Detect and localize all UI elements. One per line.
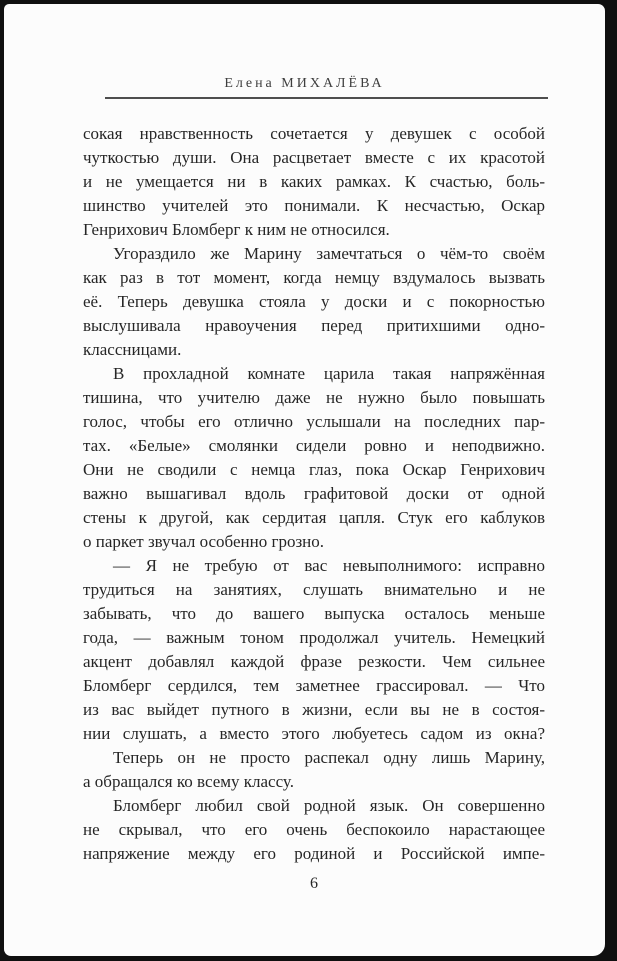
paragraph [83,242,545,362]
text-line: Бломберг сердился, тем заметнее грассировал. — Что [83,676,545,695]
text-line: её. Теперь девушка стояла у доски и с покорностью [83,292,545,311]
header-rule [105,97,548,99]
text-line: забывать, что до вашего выпуска осталось меньше [83,604,545,623]
text-line: Угораздило же Марину замечтаться о чём-то своём [113,244,545,263]
text-line: о паркет звучал особенно грозно. [83,532,325,551]
text-line: важно вышагивал вдоль графитовой доски от одной [83,484,545,503]
text-line: не скрывал, что его очень беспокоило нарастающее [83,820,545,839]
text-line: как раз в тот момент, когда немцу вздумалось вызвать [83,268,545,287]
text-line: В прохладной комнате царила такая напряжённая [113,364,545,383]
book-page [4,4,605,956]
text-line: из вас выйдет путного в жизни, если вы не в состоя- [83,700,545,719]
text-line: нии слушать, а вместо этого любуетесь садом из окна? [83,724,545,743]
text-line: тишина, что учителю даже не нужно было повышать [83,388,545,407]
text-line: шинство учителей это понимали. К несчастью, Оскар [83,196,545,215]
text-line: чуткостью души. Она расцветает вместе с их красотой [83,148,545,167]
text-line: акцент добавлял каждой фразе резкости. Чем сильнее [83,652,545,671]
body-text [83,122,545,866]
text-line: Теперь он не просто распекал одну лишь Марину, [113,748,545,767]
text-line: напряжение между его родиной и Российской импе- [83,844,545,863]
paragraph [83,122,545,242]
text-line: и не умещается ни в каких рамках. К счастью, боль- [83,172,545,191]
text-line: голос, чтобы его отлично услышали на последних пар- [83,412,545,431]
text-line: Генрихович Бломберг к ним не относился. [83,220,390,239]
text-line: сокая нравственность сочетается у девушек с особой [83,124,545,143]
text-line: тах. «Белые» смолянки сидели ровно и неподвижно. [83,436,545,455]
text-line: — Я не требую от вас невыполнимого: исправно [113,556,545,575]
running-header-author: Елена МИХАЛЁВА [224,76,385,91]
text-line: года, — важным тоном продолжал учитель. Немецкий [83,628,545,647]
text-line: а обращался ко всему классу. [83,772,294,791]
text-line: Бломберг любил свой родной язык. Он совершенно [113,796,545,815]
text-line: Они не сводили с немца глаз, пока Оскар Генрихович [83,460,545,479]
text-line: классницами. [83,340,182,359]
paragraph-dialogue [83,554,545,746]
page-number: 6 [310,875,318,892]
paragraph [83,794,545,866]
paragraph [83,362,545,554]
paragraph [83,746,545,794]
text-line: выслушивала нравоучения перед притихшими одно- [83,316,545,335]
text-line: трудиться на занятиях, слушать внимательно и не [83,580,545,599]
text-line: стены к другой, как сердитая цапля. Стук его каблуков [83,508,545,527]
